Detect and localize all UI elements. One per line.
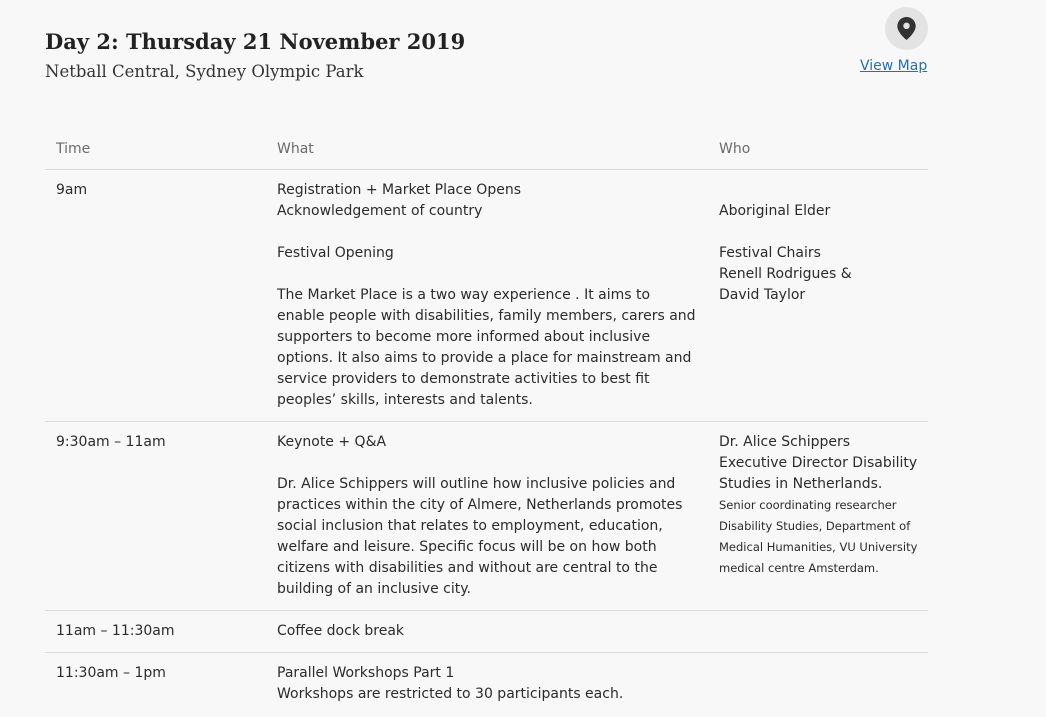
description-line: welfare and leisure. Specific focus will be on how both [277,539,657,555]
description-line: Dr. Alice Schippers will outline how inclusive policies and [277,476,676,492]
schedule-table [45,127,928,717]
speaker-name: Aboriginal Elder [719,203,831,219]
what-cell [277,663,702,705]
description-line: citizens with disabilities and without are central to the [277,560,658,576]
speaker-affiliation: Senior coordinating researcher [719,498,897,512]
description-line: The Market Place is a two way experience . It aims to [277,287,651,303]
table-header-row [45,127,928,170]
speaker-name: Renell Rodrigues & [719,266,852,282]
description-line: practices within the city of Almere, Netherlands promotes [277,497,683,513]
speaker-role: Executive Director Disability [719,455,918,471]
description-line: peoples’ skills, interests and talents. [277,392,533,408]
table-row [45,653,928,717]
what-cell [277,621,702,642]
map-pin-icon [897,17,916,40]
speaker-affiliation: Disability Studies, Department of [719,519,911,533]
speaker-role: Studies in Netherlands. [719,476,883,492]
view-map-link[interactable]: View Map [860,58,928,74]
column-header-who: Who [719,141,751,157]
session-item: Acknowledgement of country [277,203,483,219]
speaker-name: Festival Chairs [719,245,821,261]
description-line: options. It also aims to provide a place for mainstream and [277,350,692,366]
session-item: Workshops are restricted to 30 participants each. [277,686,624,702]
column-header-time: Time [56,141,91,157]
session-title: Registration + Market Place Opens [277,182,521,198]
spacer [719,180,929,201]
description-line: service providers to demonstrate activities to best fit [277,371,650,387]
table-row [45,611,928,653]
time-cell: 11:30am – 1pm [56,665,166,681]
session-item: Festival Opening [277,245,394,261]
what-cell [277,180,702,411]
speaker-affiliation: Medical Humanities, VU University [719,540,918,554]
spacer [277,264,702,285]
what-cell [277,432,702,600]
spacer [277,453,702,474]
description-line: building of an inclusive city. [277,581,471,597]
map-pin-button[interactable] [885,7,928,50]
spacer [277,222,702,243]
session-title: Coffee dock break [277,623,405,639]
session-title: Parallel Workshops Part 1 [277,665,455,681]
description-line: enable people with disabilities, family members, carers and [277,308,696,324]
who-cell [719,432,929,579]
column-header-what: What [277,141,314,157]
time-cell: 11am – 11:30am [56,623,175,639]
speaker-name: Dr. Alice Schippers [719,434,851,450]
description-line: supporters to become more informed about inclusive [277,329,651,345]
page-title: Day 2: Thursday 21 November 2019 [45,29,466,54]
who-cell [719,180,929,306]
spacer [719,222,929,243]
speaker-name: David Taylor [719,287,806,303]
speaker-affiliation: medical centre Amsterdam. [719,561,879,575]
description-line: social inclusion that relates to employment, education, [277,518,663,534]
time-cell: 9:30am – 11am [56,434,166,450]
venue-subtitle: Netball Central, Sydney Olympic Park [45,62,364,81]
time-cell: 9am [56,182,88,198]
table-row [45,422,928,611]
table-row [45,170,928,422]
session-title: Keynote + Q&A [277,434,387,450]
